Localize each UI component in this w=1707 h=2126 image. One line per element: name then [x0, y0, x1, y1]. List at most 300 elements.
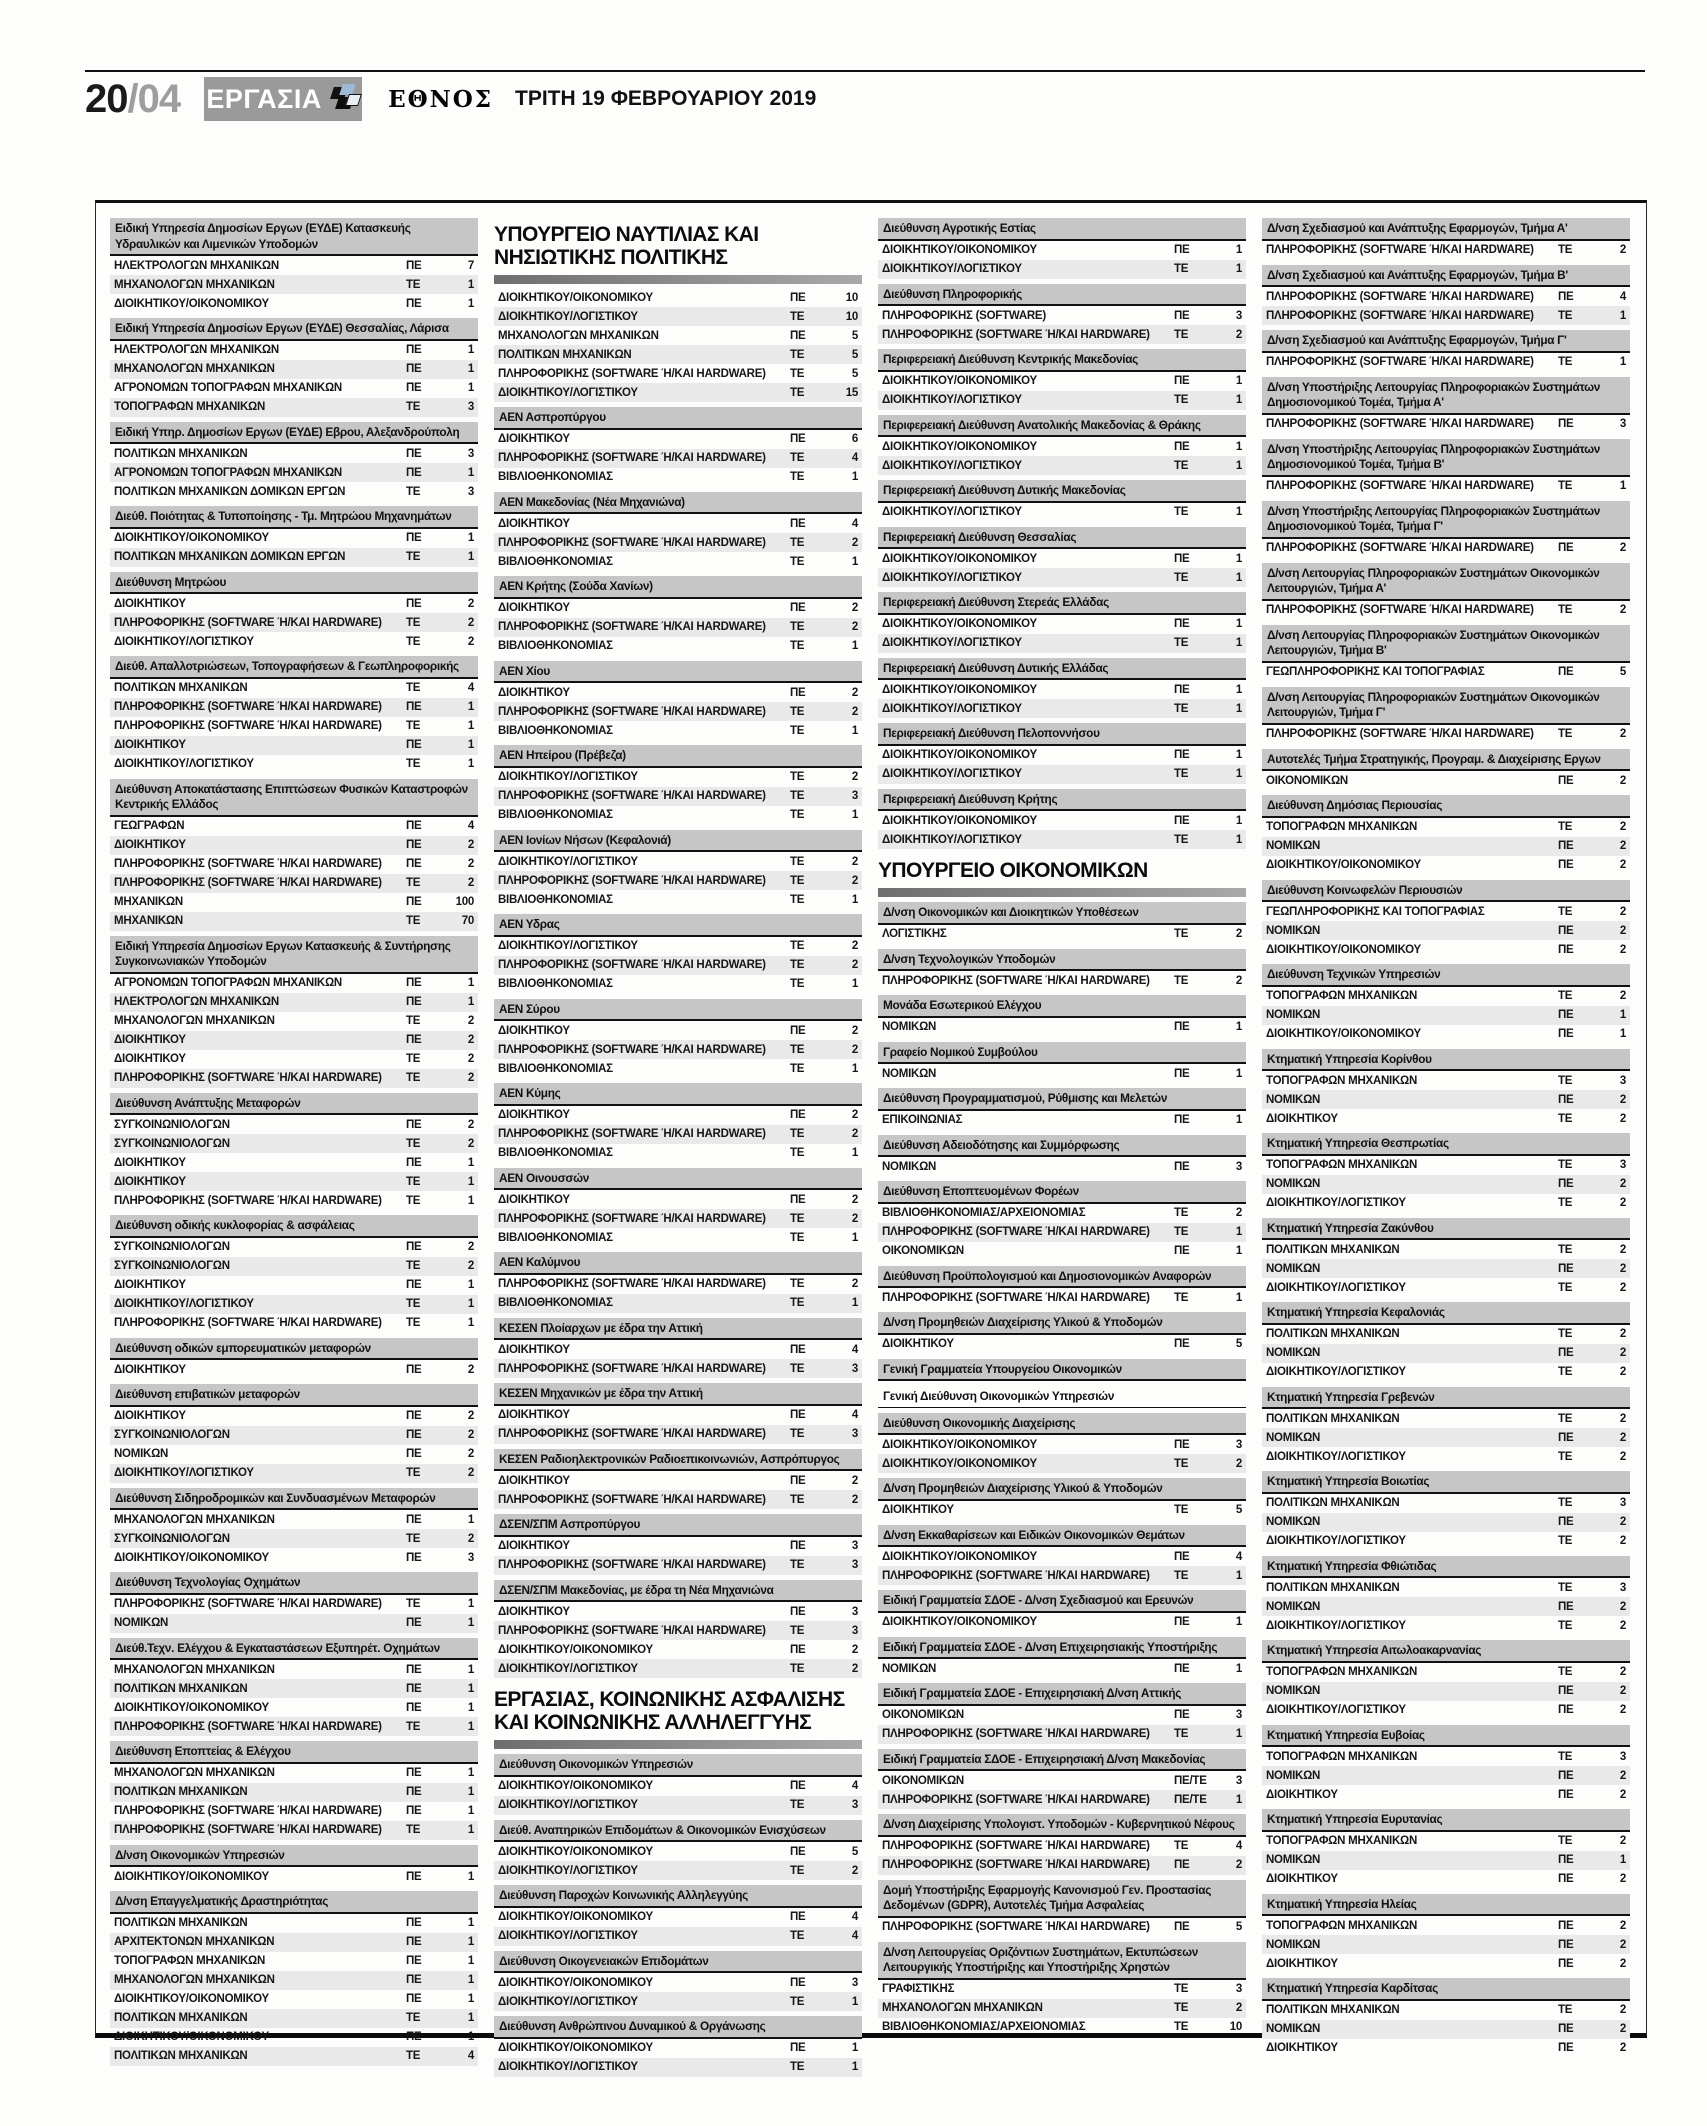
position-count: 1	[1235, 1021, 1242, 1033]
position-count: 3	[1235, 1983, 1242, 1995]
position-count: 2	[1619, 1919, 1626, 1932]
position-row	[878, 1725, 1246, 1744]
position-category: ΤΕ	[790, 893, 805, 906]
position-label: ΝΟΜΙΚΩΝ	[1266, 1262, 1321, 1275]
position-category: ΤΕ	[790, 1662, 805, 1675]
position-row	[1262, 1025, 1630, 1044]
position-label: ΠΛΗΡΟΦΟΡΙΚΗΣ (SOFTWARE Ή/ΚΑΙ HARDWARE)	[498, 1428, 766, 1440]
position-row	[110, 1153, 478, 1172]
section-header: Διεύθυνση Δημόσιας Περιουσίας	[1262, 795, 1630, 818]
position-label: ΒΙΒΛΙΟΘΗΚΟΝΟΜΙΑΣ	[498, 724, 613, 737]
position-row	[1262, 902, 1630, 921]
position-row	[494, 2058, 862, 2077]
position-count: 3	[1235, 1160, 1242, 1173]
position-category: ΠΕ	[1558, 1028, 1574, 1040]
position-row	[110, 2009, 478, 2028]
position-count: 1	[467, 1870, 474, 1883]
position-category: ΠΕ	[790, 1109, 806, 1121]
position-row	[1262, 1597, 1630, 1616]
position-count: 2	[1619, 1366, 1626, 1378]
position-category: ΠΕ	[406, 977, 422, 989]
position-label: ΔΙΟΙΚΗΤΙΚΟΥ/ΟΙΚΟΝΟΜΙΚΟΥ	[498, 1643, 653, 1656]
position-count: 1	[1235, 683, 1242, 696]
position-count: 3	[851, 790, 858, 802]
section-header: Κτηματική Υπηρεσία Βοιωτίας	[1262, 1471, 1630, 1494]
position-count: 1	[467, 344, 474, 356]
position-label: ΔΙΟΙΚΗΤΙΚΟΥ/ΟΙΚΟΝΟΜΙΚΟΥ	[114, 1551, 269, 1564]
position-label: ΠΛΗΡΟΦΟΡΙΚΗΣ (SOFTWARE Ή/ΚΑΙ HARDWARE)	[882, 974, 1150, 987]
position-row	[494, 806, 862, 825]
position-label: ΓΕΩΓΡΑΦΩΝ	[114, 820, 185, 832]
position-count: 3	[467, 401, 474, 413]
position-label: ΔΙΟΙΚΗΤΙΚΟΥ/ΟΙΚΟΝΟΜΙΚΟΥ	[498, 1845, 653, 1858]
position-count: 1	[467, 977, 474, 989]
position-category: ΠΕ	[1558, 1600, 1574, 1613]
position-label: ΟΙΚΟΝΟΜΙΚΩΝ	[882, 1774, 964, 1787]
section-header: ΔΣΕΝ/ΣΠΜ Μακεδονίας, με έδρα τη Νέα Μηχανιώνα	[494, 1580, 862, 1603]
position-row	[1262, 415, 1630, 434]
position-row	[494, 975, 862, 994]
position-category: ΠΕ	[1558, 1919, 1574, 1932]
position-label: ΟΙΚΟΝΟΜΙΚΩΝ	[882, 1709, 964, 1721]
position-row	[878, 1918, 1246, 1937]
position-row	[110, 294, 478, 313]
position-row	[110, 1407, 478, 1426]
position-category: ΠΕ	[790, 2042, 806, 2054]
position-row	[1262, 2001, 1630, 2020]
column-4	[1262, 213, 1630, 2077]
position-row	[878, 699, 1246, 718]
position-category: ΠΕ	[1174, 1550, 1190, 1563]
section-header: Δ/νση Λειτουργείας Οριζόντιων Συστημάτων, Εκτυπώσεων Λειτουργικής Υποστήριξης και Υποστήριξης Χρηστών	[878, 1942, 1246, 1980]
position-category: ΠΕ	[1558, 1431, 1574, 1444]
position-category: ΠΕ	[1174, 552, 1190, 565]
position-count: 2	[851, 602, 858, 614]
position-label: ΑΓΡΟΝΟΜΩΝ ΤΟΠΟΓΡΑΦΩΝ ΜΗΧΑΝΙΚΩΝ	[114, 382, 342, 394]
position-category: ΤΕ	[790, 621, 805, 633]
position-count: 4	[851, 1911, 858, 1923]
position-label: ΠΛΗΡΟΦΟΡΙΚΗΣ (SOFTWARE Ή/ΚΑΙ HARDWARE)	[114, 1194, 382, 1207]
position-label: ΒΙΒΛΙΟΘΗΚΟΝΟΜΙΑΣ	[498, 893, 613, 906]
position-label: ΠΛΗΡΟΦΟΡΙΚΗΣ (SOFTWARE Ή/ΚΑΙ HARDWARE)	[882, 1728, 1150, 1740]
section-header: Δ/νση Οικονομικών Υπηρεσιών	[110, 1845, 478, 1868]
position-category: ΤΕ	[790, 874, 805, 887]
section-header: Ειδική Γραμματεία ΣΔΟΕ - Επιχειρησιακή Δ/νση Μακεδονίας	[878, 1749, 1246, 1772]
position-count: 2	[851, 1212, 858, 1225]
position-label: ΔΙΟΙΚΗΤΙΚΟΥ	[114, 739, 186, 751]
position-row	[878, 260, 1246, 279]
position-category: ΤΕ	[790, 1624, 805, 1637]
position-count: 2	[467, 1448, 474, 1460]
position-label: ΠΟΛΙΤΙΚΩΝ ΜΗΧΑΝΙΚΩΝ ΔΟΜΙΚΩΝ ΕΡΓΩΝ	[114, 485, 346, 498]
position-category: ΠΕ	[1174, 814, 1190, 827]
position-category: ΤΕ	[1174, 263, 1189, 275]
position-category: ΤΕ	[1174, 506, 1189, 518]
ministry-heading: ΥΠΟΥΡΓΕΙΟ ΝΑΥΤΙΛΙΑΣ ΚΑΙ ΝΗΣΙΩΤΙΚΗΣ ΠΟΛΙΤΙΚΗΣ	[494, 223, 759, 269]
position-row	[494, 1621, 862, 1640]
position-row	[1262, 856, 1630, 875]
position-label: ΔΙΟΙΚΗΤΙΚΟΥ	[1266, 1788, 1338, 1801]
position-category: ΠΕ	[1174, 244, 1190, 256]
position-label: ΤΟΠΟΓΡΑΦΩΝ ΜΗΧΑΝΙΚΩΝ	[1266, 1159, 1418, 1171]
position-row	[1262, 1766, 1630, 1785]
position-category: ΠΕ	[406, 1701, 422, 1714]
position-count: 2	[467, 1410, 474, 1422]
section-header: Διεύθυνση Οικονομικής Διαχείρισης	[878, 1413, 1246, 1436]
position-category: ΤΕ	[406, 2012, 421, 2024]
section-header: ΑΕΝ Κρήτης (Σούδα Χανίων)	[494, 576, 862, 599]
position-row	[110, 1595, 478, 1614]
position-label: ΔΙΟΙΚΗΤΙΚΟΥ/ΟΙΚΟΝΟΜΙΚΟΥ	[498, 1911, 653, 1923]
position-row	[494, 1927, 862, 1946]
section-header: Δ/νση Υποστήριξης Λειτουργίας Πληροφοριακών Συστημάτων Δημοσιονομικού Τομέα, Τμήμα Β'	[1262, 439, 1630, 477]
position-count: 2	[1619, 1281, 1626, 1294]
position-count: 4	[1619, 290, 1626, 303]
position-category: ΤΕ	[406, 1053, 421, 1065]
position-category: ΤΕ	[406, 1072, 421, 1084]
position-label: ΠΛΗΡΟΦΟΡΙΚΗΣ (SOFTWARE)	[882, 309, 1046, 322]
position-count: 2	[851, 1474, 858, 1487]
position-category: ΤΕ	[790, 978, 805, 990]
position-label: ΔΙΟΙΚΗΤΙΚΟΥ/ΛΟΓΙΣΤΙΚΟΥ	[882, 459, 1022, 472]
position-row	[1262, 477, 1630, 496]
position-count: 5	[1619, 666, 1626, 678]
position-count: 2	[851, 621, 858, 633]
position-row	[1262, 1870, 1630, 1889]
section-header: Περιφερειακή Διεύθυνση Ανατολικής Μακεδονίας & Θράκης	[878, 415, 1246, 438]
position-row	[494, 1144, 862, 1163]
position-label: ΝΟΜΙΚΩΝ	[1266, 840, 1321, 852]
position-row	[494, 364, 862, 383]
section-header: Δ/νση Σχεδιασμού και Ανάπτυξης Εφαρμογών, Τμήμα Β'	[1262, 265, 1630, 288]
position-category: ΠΕ	[1174, 618, 1190, 630]
position-category: ΤΕ	[790, 771, 805, 783]
position-category: ΠΕ	[406, 1513, 422, 1526]
position-category: ΤΕ	[790, 809, 805, 821]
position-row	[878, 1018, 1246, 1037]
position-label: ΔΙΟΙΚΗΤΙΚΟΥ/ΟΙΚΟΝΟΜΙΚΟΥ	[882, 683, 1037, 696]
position-count: 1	[467, 1936, 474, 1948]
section-header: Δ/νση Υποστήριξης Λειτουργίας Πληροφοριακών Συστημάτων Δημοσιονομικού Τομέα, Τμήμα Α'	[1262, 377, 1630, 415]
position-label: ΔΙΟΙΚΗΤΙΚΟΥ/ΟΙΚΟΝΟΜΙΚΟΥ	[882, 1438, 1037, 1451]
position-count: 1	[1619, 1028, 1626, 1040]
position-label: ΒΙΒΛΙΟΘΗΚΟΝΟΜΙΑΣ	[498, 471, 613, 483]
position-count: 1	[1235, 768, 1242, 780]
position-label: ΠΛΗΡΟΦΟΡΙΚΗΣ (SOFTWARE Ή/ΚΑΙ HARDWARE)	[1266, 290, 1534, 303]
position-category: ΠΕ	[790, 433, 806, 445]
position-row	[494, 768, 862, 787]
position-category: ΠΕ	[1558, 1704, 1574, 1716]
position-count: 1	[1235, 618, 1242, 630]
position-label: ΔΙΟΙΚΗΤΙΚΟΥ/ΟΙΚΟΝΟΜΙΚΟΥ	[882, 375, 1037, 387]
position-category: ΤΕ	[790, 940, 805, 952]
position-category: ΤΕ	[1174, 1840, 1189, 1852]
position-label: ΠΟΛΙΤΙΚΩΝ ΜΗΧΑΝΙΚΩΝ	[114, 447, 248, 460]
header-top-rule	[85, 70, 1645, 72]
position-category: ΤΕ	[406, 1720, 421, 1733]
position-count: 1	[467, 1786, 474, 1798]
position-count: 2	[467, 858, 474, 870]
position-category: ΠΕ	[406, 1156, 422, 1169]
position-label: ΝΟΜΙΚΩΝ	[1266, 1009, 1321, 1021]
position-count: 2	[1619, 1347, 1626, 1359]
position-category: ΠΕ	[790, 1024, 806, 1037]
position-count: 1	[467, 2012, 474, 2024]
position-label: ΔΙΟΙΚΗΤΙΚΟΥ/ΛΟΓΙΣΤΙΚΟΥ	[498, 1799, 638, 1811]
position-count: 1	[467, 532, 474, 544]
position-row	[110, 1933, 478, 1952]
section-header: Δ/νση Οικονομικών και Διοικητικών Υποθέσεων	[878, 902, 1246, 925]
position-label: ΠΛΗΡΟΦΟΡΙΚΗΣ (SOFTWARE Ή/ΚΑΙ HARDWARE)	[882, 1859, 1150, 1871]
position-category: ΤΕ	[1558, 244, 1573, 256]
position-category: ΤΕ	[406, 1467, 421, 1479]
position-label: ΠΛΗΡΟΦΟΡΙΚΗΣ (SOFTWARE Ή/ΚΑΙ HARDWARE)	[498, 1212, 766, 1225]
position-label: ΔΙΟΙΚΗΤΙΚΟΥ/ΛΟΓΙΣΤΙΚΟΥ	[882, 637, 1022, 649]
position-label: ΔΙΟΙΚΗΤΙΚΟΥ	[498, 433, 570, 445]
position-count: 2	[467, 616, 474, 629]
position-label: ΤΟΠΟΓΡΑΦΩΝ ΜΗΧΑΝΙΚΩΝ	[1266, 1835, 1418, 1847]
position-count: 2	[1619, 1197, 1626, 1209]
position-category: ΤΕ	[790, 1362, 805, 1375]
position-row	[878, 1157, 1246, 1176]
position-row	[1262, 1175, 1630, 1194]
position-row	[878, 456, 1246, 475]
section-header: Διεύθυνση Προγραμματισμού, Ρύθμισης και Μελετών	[878, 1088, 1246, 1111]
position-category: ΠΕ	[790, 1605, 806, 1618]
position-row	[1262, 1747, 1630, 1766]
position-count: 1	[851, 555, 858, 568]
position-label: ΝΟΜΙΚΩΝ	[1266, 1516, 1321, 1528]
section-header: Διεύθυνση Παροχών Κοινωνικής Αλληλεγγύης	[494, 1885, 862, 1908]
ministry-divider-bar	[494, 275, 862, 284]
position-category: ΠΕ	[406, 739, 422, 751]
position-label: ΠΟΛΙΤΙΚΩΝ ΜΗΧΑΝΙΚΩΝ	[1266, 1412, 1400, 1425]
position-count: 1	[467, 701, 474, 713]
position-label: ΠΛΗΡΟΦΟΡΙΚΗΣ (SOFTWARE Ή/ΚΑΙ HARDWARE)	[498, 1128, 766, 1140]
position-row	[1262, 1682, 1630, 1701]
position-label: ΠΟΛΙΤΙΚΩΝ ΜΗΧΑΝΙΚΩΝ	[114, 682, 248, 694]
position-category: ΤΕ	[790, 959, 805, 971]
position-row	[878, 746, 1246, 765]
position-count: 2	[1619, 2023, 1626, 2035]
section-header: Κτηματική Υπηρεσία Κορίνθου	[1262, 1049, 1630, 1072]
position-count: 2	[851, 1193, 858, 1206]
position-count: 1	[1235, 749, 1242, 761]
position-category: ΤΕ	[790, 1930, 805, 1942]
position-label: ΠΛΗΡΟΦΟΡΙΚΗΣ (SOFTWARE Ή/ΚΑΙ HARDWARE)	[114, 1805, 382, 1817]
position-row	[1262, 1344, 1630, 1363]
position-count: 2	[1619, 774, 1626, 787]
position-count: 3	[467, 485, 474, 498]
position-count: 1	[1619, 1854, 1626, 1866]
position-row	[1262, 837, 1630, 856]
position-label: ΔΙΟΙΚΗΤΙΚΟΥ/ΛΟΓΙΣΤΙΚΟΥ	[1266, 1619, 1406, 1632]
position-count: 2	[851, 855, 858, 868]
position-label: ΠΛΗΡΟΦΟΡΙΚΗΣ (SOFTWARE Ή/ΚΑΙ HARDWARE)	[498, 367, 766, 380]
position-category: ΤΕ	[406, 720, 421, 732]
position-label: ΜΗΧΑΝΙΚΩΝ	[114, 915, 183, 927]
position-count: 4	[1235, 1550, 1242, 1563]
position-category: ΤΕ	[1174, 768, 1189, 780]
position-row	[494, 599, 862, 618]
position-row	[494, 1842, 862, 1861]
section-header: ΑΕΝ Ασπροπύργου	[494, 407, 862, 430]
position-count: 1	[1235, 1291, 1242, 1304]
position-category: ΤΕ	[1174, 637, 1189, 649]
section-header: Κτηματική Υπηρεσία Ζακύνθου	[1262, 1218, 1630, 1241]
position-label: ΠΛΗΡΟΦΟΡΙΚΗΣ (SOFTWARE Ή/ΚΑΙ HARDWARE)	[1266, 356, 1534, 368]
position-category: ΠΕ	[790, 1409, 806, 1421]
position-row	[494, 1556, 862, 1575]
position-category: ΠΕ	[1174, 683, 1190, 696]
position-count: 1	[1235, 1226, 1242, 1238]
position-count: 2	[1619, 728, 1626, 740]
position-row	[494, 1537, 862, 1556]
position-row	[1262, 1090, 1630, 1109]
position-count: 1	[467, 1513, 474, 1526]
position-category: ΠΕ	[790, 1343, 806, 1356]
position-row	[1262, 663, 1630, 682]
position-category: ΤΕ	[790, 1043, 805, 1056]
position-row	[110, 341, 478, 360]
position-count: 2	[851, 771, 858, 783]
position-category: ΠΕ	[790, 1474, 806, 1487]
position-row	[1262, 539, 1630, 558]
position-row	[110, 1445, 478, 1464]
position-category: ΤΕ	[1174, 928, 1189, 940]
position-row	[1262, 1071, 1630, 1090]
position-category: ΤΕ	[406, 616, 421, 629]
position-count: 2	[1619, 1328, 1626, 1340]
position-count: 2	[851, 1043, 858, 1056]
position-count: 2	[1619, 1938, 1626, 1951]
position-label: ΠΛΗΡΟΦΟΡΙΚΗΣ (SOFTWARE Ή/ΚΑΙ HARDWARE)	[114, 1720, 382, 1733]
position-row	[1262, 1935, 1630, 1954]
position-label: ΔΙΟΙΚΗΤΙΚΟΥ/ΛΟΓΙΣΤΙΚΟΥ	[114, 635, 254, 648]
position-label: ΔΙΟΙΚΗΤΙΚΟΥ/ΟΙΚΟΝΟΜΙΚΟΥ	[882, 1616, 1037, 1628]
page-header	[85, 76, 816, 122]
position-row	[110, 1295, 478, 1314]
position-label: ΤΟΠΟΓΡΑΦΩΝ ΜΗΧΑΝΙΚΩΝ	[114, 401, 266, 413]
position-category: ΠΕ	[790, 1643, 806, 1656]
position-label: ΠΛΗΡΟΦΟΡΙΚΗΣ (SOFTWARE Ή/ΚΑΙ HARDWARE)	[882, 328, 1150, 341]
position-label: ΜΗΧΑΝΟΛΟΓΩΝ ΜΗΧΑΝΙΚΩΝ	[882, 2002, 1043, 2014]
position-category: ΤΕ	[790, 536, 805, 549]
position-row	[494, 1640, 862, 1659]
position-category: ΤΕ	[1558, 2004, 1573, 2016]
position-count: 2	[467, 1015, 474, 1027]
section-header: Περιφερειακή Διεύθυνση Στερεάς Ελλάδας	[878, 592, 1246, 615]
position-count: 4	[851, 1343, 858, 1356]
position-row	[878, 971, 1246, 990]
position-row	[110, 1464, 478, 1483]
position-category: ΤΕ	[790, 555, 805, 568]
position-category: ΤΕ	[790, 1147, 805, 1159]
position-row	[110, 1426, 478, 1445]
position-row	[494, 787, 862, 806]
position-row	[494, 1106, 862, 1125]
position-count: 3	[1619, 1074, 1626, 1087]
position-count: 4	[851, 517, 858, 530]
position-category: ΤΕ	[1174, 833, 1189, 846]
position-count: 2	[467, 1137, 474, 1150]
position-category: ΤΕ	[1558, 1581, 1573, 1594]
position-label: ΠΛΗΡΟΦΟΡΙΚΗΣ (SOFTWARE Ή/ΚΑΙ HARDWARE)	[1266, 728, 1534, 740]
position-category: ΠΕ	[406, 363, 422, 375]
position-count: 2	[1619, 1516, 1626, 1528]
position-label: ΔΙΟΙΚΗΤΙΚΟΥ	[498, 1193, 570, 1206]
position-row	[878, 1501, 1246, 1520]
position-label: ΔΙΟΙΚΗΤΙΚΟΥ/ΟΙΚΟΝΟΜΙΚΟΥ	[882, 618, 1037, 630]
position-category: ΤΕ	[406, 1824, 421, 1836]
ministry-divider-bar	[878, 888, 1246, 897]
ministry-block	[494, 223, 862, 284]
position-count: 1	[467, 1663, 474, 1676]
position-label: ΔΙΟΙΚΗΤΙΚΟΥ	[114, 1279, 186, 1291]
position-label: ΤΟΠΟΓΡΑΦΩΝ ΜΗΧΑΝΙΚΩΝ	[1266, 1750, 1418, 1763]
position-category: ΠΕ	[1174, 1245, 1190, 1257]
position-row	[494, 449, 862, 468]
position-label: ΔΙΟΙΚΗΤΙΚΟΥ	[498, 1409, 570, 1421]
position-label: ΜΗΧΑΝΟΛΟΓΩΝ ΜΗΧΑΝΙΚΩΝ	[498, 329, 659, 342]
position-row	[110, 993, 478, 1012]
position-count: 1	[1235, 1662, 1242, 1675]
position-count: 2	[1619, 924, 1626, 937]
position-label: ΠΟΛΙΤΙΚΩΝ ΜΗΧΑΝΙΚΩΝ	[114, 1786, 248, 1798]
position-category: ΠΕ	[790, 1845, 806, 1858]
position-row	[1262, 287, 1630, 306]
position-count: 1	[467, 363, 474, 375]
section-header: Διεύθυνση Τεχνικών Υπηρεσιών	[1262, 964, 1630, 987]
position-count: 1	[1235, 637, 1242, 649]
position-category: ΤΕ	[1174, 1983, 1189, 1995]
page-number-suffix: /04	[127, 77, 181, 121]
position-count: 1	[467, 720, 474, 732]
position-label: ΠΛΗΡΟΦΟΡΙΚΗΣ (SOFTWARE Ή/ΚΑΙ HARDWARE)	[114, 616, 382, 629]
position-row	[1262, 771, 1630, 790]
position-label: ΣΥΓΚΟΙΝΩΝΙΟΛΟΓΩΝ	[114, 1137, 230, 1150]
position-category: ΠΕ	[1558, 924, 1574, 937]
position-category: ΠΕ	[1558, 1938, 1574, 1951]
position-label: ΠΛΗΡΟΦΟΡΙΚΗΣ (SOFTWARE Ή/ΚΑΙ HARDWARE)	[1266, 542, 1534, 554]
position-count: 1	[467, 1298, 474, 1310]
position-category: ΠΕ	[406, 820, 422, 832]
position-count: 1	[467, 2031, 474, 2043]
position-row	[878, 2018, 1246, 2037]
position-category: ΠΕ	[406, 1410, 422, 1422]
position-count: 5	[851, 1845, 858, 1858]
position-category: ΤΕ	[406, 682, 421, 694]
position-category: ΤΕ	[1558, 356, 1573, 368]
position-label: ΝΟΜΙΚΩΝ	[1266, 1431, 1321, 1444]
position-label: ΔΙΟΙΚΗΤΙΚΟΥ/ΛΟΓΙΣΤΙΚΟΥ	[114, 1467, 254, 1479]
section-header: Δ/νση Λειτουργίας Πληροφοριακών Συστημάτων Οικονομικών Λειτουργιών, Τμήμα Β'	[1262, 625, 1630, 663]
position-row	[494, 307, 862, 326]
position-label: ΠΛΗΡΟΦΟΡΙΚΗΣ (SOFTWARE Ή/ΚΑΙ HARDWARE)	[1266, 309, 1534, 322]
section-header: Διεύθυνση Σιδηροδρομικών και Συνδυασμένων Μεταφορών	[110, 1488, 478, 1511]
position-count: 100	[455, 896, 474, 908]
ministry-block	[494, 1688, 862, 1749]
position-label: ΔΙΟΙΚΗΤΙΚΟΥ	[114, 1410, 186, 1422]
position-label: ΔΙΟΙΚΗΤΙΚΟΥ/ΛΟΓΙΣΤΙΚΟΥ	[498, 2061, 638, 2073]
position-label: ΔΙΟΙΚΗΤΙΚΟΥ/ΟΙΚΟΝΟΜΙΚΟΥ	[498, 1976, 653, 1989]
position-category: ΤΕ	[790, 367, 805, 380]
position-count: 1	[1235, 1616, 1242, 1628]
position-label: ΔΙΟΙΚΗΤΙΚΟΥ/ΟΙΚΟΝΟΜΙΚΟΥ	[882, 814, 1037, 827]
section-header: Διεύθυνση Εποπτείας & Ελέγχου	[110, 1741, 478, 1764]
position-count: 2	[467, 1467, 474, 1479]
section-header: ΑΕΝ Χίου	[494, 661, 862, 684]
